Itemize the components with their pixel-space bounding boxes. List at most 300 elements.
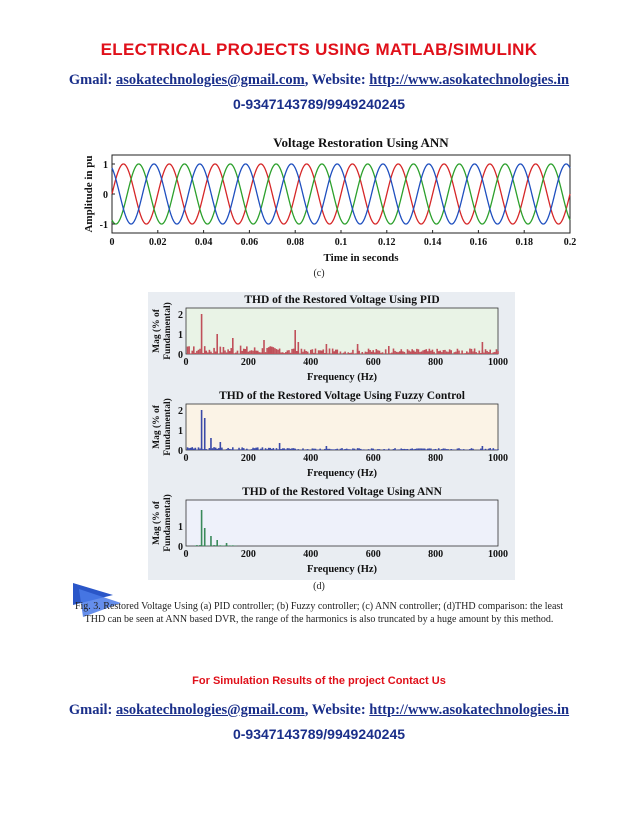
thd-x-tick-label: 600 xyxy=(365,549,381,560)
thd-bar xyxy=(341,448,343,450)
thd-bar xyxy=(485,449,487,450)
thd-bar xyxy=(285,449,287,450)
thd-bar xyxy=(480,449,482,450)
thd-y-tick-label: 1 xyxy=(178,426,183,437)
thd-bar xyxy=(472,449,474,450)
thd-x-tick-label: 1000 xyxy=(488,453,508,464)
thd-bar xyxy=(263,340,265,354)
chart-c-title: Voltage Restoration Using ANN xyxy=(273,135,449,150)
thd-bar xyxy=(204,418,206,450)
thd-y-tick-label: 0 xyxy=(178,446,183,457)
thd-bar xyxy=(218,448,220,450)
thd-bar xyxy=(482,342,484,354)
thd-bar xyxy=(313,449,315,450)
thd-bar xyxy=(232,338,234,354)
thd-bar xyxy=(402,351,404,354)
thd-bar xyxy=(280,449,282,450)
thd-bar xyxy=(257,447,259,450)
thd-bar xyxy=(221,448,223,450)
thd-bar xyxy=(496,449,498,450)
thd-bar xyxy=(227,349,229,354)
thd-y-tick-label: 1 xyxy=(178,522,183,533)
thd-bar xyxy=(260,449,262,450)
thd-bar xyxy=(213,545,215,546)
thd-bar xyxy=(488,352,490,354)
thd-bar xyxy=(349,449,351,450)
thd-bar xyxy=(232,447,234,450)
thd-bar xyxy=(229,545,231,546)
thd-bar xyxy=(351,449,353,450)
thd-bar xyxy=(283,353,285,354)
thd-bar xyxy=(248,449,250,450)
thd-bar xyxy=(394,351,396,354)
thd-bar xyxy=(193,346,195,354)
thd-bar xyxy=(243,349,245,354)
x-tick-label: 0.18 xyxy=(515,237,533,248)
thd-bar xyxy=(329,348,331,354)
header-phone: 0-9347143789/9949240245 xyxy=(232,96,406,112)
gmail-label: Gmail: xyxy=(68,72,117,88)
thd-bar xyxy=(376,349,378,354)
thd-bar xyxy=(454,352,456,354)
thd-bar xyxy=(458,351,460,354)
thd-bar xyxy=(266,449,268,450)
thd-bar xyxy=(327,353,329,354)
thd-x-tick-label: 400 xyxy=(303,357,319,368)
thd-bar xyxy=(444,350,446,354)
x-tick-label: 0.06 xyxy=(240,237,259,248)
thd-bar xyxy=(408,351,410,354)
thd-bar xyxy=(486,351,488,354)
thd-xlabel: Frequency (Hz) xyxy=(306,468,378,479)
thd-bar xyxy=(290,353,292,354)
thd-x-tick-label: 0 xyxy=(183,549,189,560)
thd-bar xyxy=(497,351,499,354)
footer-website-link[interactable]: http://www.asokatechnologies.in xyxy=(369,702,570,718)
x-tick-label: 0.12 xyxy=(378,237,396,248)
thd-bar xyxy=(457,449,459,450)
thd-bar xyxy=(439,351,441,354)
thd-bar xyxy=(363,449,365,450)
thd-bar xyxy=(415,352,417,354)
y-tick-label: -1 xyxy=(99,220,108,231)
thd-bar xyxy=(298,342,300,354)
thd-bar xyxy=(230,348,232,354)
thd-bar xyxy=(349,353,351,354)
thd-bar xyxy=(478,351,480,354)
thd-bar xyxy=(265,448,267,450)
thd-bar xyxy=(312,448,314,450)
thd-bar xyxy=(436,349,438,354)
thd-ylabel-line1: Mag (% of xyxy=(152,501,162,545)
footer-contact xyxy=(0,702,638,719)
thd-bar xyxy=(397,352,399,354)
thd-bar xyxy=(318,350,320,354)
thd-bar xyxy=(447,449,449,450)
thd-bar xyxy=(287,350,289,354)
thd-xlabel: Frequency (Hz) xyxy=(306,372,378,383)
thd-bar xyxy=(344,352,346,354)
thd-bar xyxy=(443,448,445,450)
thd-y-tick-label: 0 xyxy=(178,350,183,361)
figure-d-label: (d) xyxy=(313,581,325,592)
thd-bar xyxy=(365,352,367,354)
thd-bar xyxy=(259,352,261,354)
x-tick-label: 0.16 xyxy=(469,237,488,248)
thd-bar xyxy=(377,449,379,450)
thd-bar xyxy=(433,449,435,450)
thd-bar xyxy=(432,350,434,354)
thd-bar xyxy=(237,351,239,354)
thd-x-tick-label: 200 xyxy=(240,453,256,464)
thd-bar xyxy=(371,448,373,450)
thd-bar xyxy=(433,352,435,354)
thd-bar xyxy=(332,349,334,354)
thd-bar xyxy=(404,352,406,354)
thd-bar xyxy=(249,351,251,354)
thd-bar xyxy=(430,449,432,450)
thd-bar xyxy=(443,350,445,354)
thd-bar xyxy=(216,540,218,546)
thd-x-tick-label: 800 xyxy=(428,357,444,368)
thd-bar xyxy=(315,349,317,354)
thd-bar xyxy=(221,545,223,546)
thd-bar xyxy=(379,449,381,450)
thd-bar xyxy=(371,352,373,354)
thd-bar xyxy=(191,351,193,354)
thd-bar xyxy=(457,349,459,354)
thd-bar xyxy=(369,350,371,354)
thd-bar xyxy=(215,545,217,546)
voltage-restoration-chart xyxy=(82,133,582,268)
x-tick-label: 0 xyxy=(109,237,115,248)
thd-bar xyxy=(424,350,426,354)
thd-bar xyxy=(393,349,395,354)
thd-bar xyxy=(463,353,465,354)
thd-bar xyxy=(283,448,285,450)
thd-bar xyxy=(312,349,314,354)
thd-bar xyxy=(302,448,304,450)
thd-bar xyxy=(471,448,473,450)
thd-ylabel-line1: Mag (% of xyxy=(152,405,162,449)
thd-bar xyxy=(246,449,248,450)
thd-bar xyxy=(404,449,406,450)
footer-gmail-label: Gmail: xyxy=(68,702,117,718)
thd-bar xyxy=(287,448,289,450)
thd-bar xyxy=(271,347,273,354)
website-link[interactable]: http://www.asokatechnologies.in xyxy=(369,72,570,88)
thd-bar xyxy=(282,448,284,450)
thd-bar xyxy=(322,349,324,354)
thd-bar xyxy=(204,346,206,354)
thd-title: THD of the Restored Voltage Using PID xyxy=(244,294,440,306)
thd-bar xyxy=(195,448,197,450)
thd-bar xyxy=(276,448,278,450)
thd-bar xyxy=(280,352,282,354)
thd-bar xyxy=(269,346,271,354)
thd-bar xyxy=(243,448,245,450)
thd-bar xyxy=(255,351,257,354)
thd-bar xyxy=(393,449,395,450)
thd-bar xyxy=(241,351,243,354)
thd-bar xyxy=(400,349,402,354)
thd-bar xyxy=(188,346,190,354)
thd-bar xyxy=(296,351,298,354)
thd-bar xyxy=(221,352,223,354)
thd-bar xyxy=(411,349,413,354)
thd-bar xyxy=(333,351,335,354)
thd-x-tick-label: 600 xyxy=(365,453,381,464)
thd-bar xyxy=(324,449,326,450)
thd-bar xyxy=(276,349,278,354)
thd-bar xyxy=(315,449,317,450)
thd-bar xyxy=(326,344,328,354)
thd-x-tick-label: 0 xyxy=(183,453,189,464)
thd-x-tick-label: 400 xyxy=(303,549,319,560)
thd-bar xyxy=(190,448,192,450)
thd-bar xyxy=(210,352,212,354)
thd-bar xyxy=(269,448,271,450)
thd-bar xyxy=(468,353,470,354)
thd-bar xyxy=(279,349,281,354)
thd-bar xyxy=(407,449,409,450)
thd-bar xyxy=(304,349,306,354)
thd-bar xyxy=(455,352,457,354)
thd-bar xyxy=(450,350,452,354)
thd-bar xyxy=(332,449,334,450)
thd-bar xyxy=(410,351,412,354)
thd-bar xyxy=(399,449,401,450)
thd-bar xyxy=(213,447,215,450)
thd-bar xyxy=(388,449,390,450)
thd-bar xyxy=(220,442,222,450)
thd-bar xyxy=(489,350,491,354)
thd-bar xyxy=(307,449,309,450)
thd-bar xyxy=(388,346,390,354)
thd-bar xyxy=(282,352,284,354)
thd-bar xyxy=(235,353,237,354)
thd-bar xyxy=(466,351,468,354)
thd-bar xyxy=(355,353,357,354)
thd-bar xyxy=(446,351,448,354)
thd-bar xyxy=(335,350,337,354)
thd-bar xyxy=(226,449,228,450)
thd-bar xyxy=(452,449,454,450)
thd-bar xyxy=(337,449,339,450)
thd-bar xyxy=(293,349,295,354)
thd-bar xyxy=(419,448,421,450)
thd-bar xyxy=(397,449,399,450)
thd-bar xyxy=(352,350,354,354)
thd-bar xyxy=(368,349,370,354)
thd-bar xyxy=(449,349,451,354)
thd-bar xyxy=(413,449,415,450)
thd-bar xyxy=(273,448,275,450)
thd-ann-chart xyxy=(148,484,515,580)
thd-bar xyxy=(201,510,203,546)
thd-bar xyxy=(224,350,226,354)
thd-bar xyxy=(425,349,427,354)
thd-bar xyxy=(494,352,496,354)
thd-bar xyxy=(469,349,471,354)
thd-bar xyxy=(262,348,264,354)
thd-bar xyxy=(497,449,499,450)
thd-bar xyxy=(226,543,228,546)
thd-bar xyxy=(209,350,211,354)
thd-bar xyxy=(290,449,292,450)
thd-bar xyxy=(399,351,401,354)
thd-bar xyxy=(441,352,443,354)
thd-bar xyxy=(293,448,295,450)
thd-bar xyxy=(212,448,214,450)
thd-pid-chart xyxy=(148,292,515,388)
thd-bar xyxy=(441,449,443,450)
thd-bar xyxy=(358,351,360,354)
thd-bar xyxy=(385,349,387,354)
thd-bar xyxy=(458,448,460,450)
header-contact xyxy=(0,72,638,89)
thd-ylabel-line2: Fundamental) xyxy=(163,398,173,456)
thd-bar xyxy=(326,446,328,450)
thd-bar xyxy=(220,347,222,354)
thd-bar xyxy=(202,353,204,354)
thd-bar xyxy=(201,314,203,354)
thd-bar xyxy=(195,353,197,354)
thd-bar xyxy=(422,350,424,354)
thd-bar xyxy=(438,351,440,354)
thd-y-tick-label: 1 xyxy=(178,330,183,341)
thd-bar xyxy=(460,353,462,354)
thd-bar xyxy=(464,353,466,354)
thd-bar xyxy=(380,353,382,354)
thd-bar xyxy=(254,448,256,450)
thd-bar xyxy=(477,353,479,354)
thd-bar xyxy=(187,447,189,450)
thd-bar xyxy=(262,447,264,450)
thd-bar xyxy=(429,448,431,450)
thd-bar xyxy=(199,545,201,546)
thd-bar xyxy=(215,351,217,354)
gmail-link[interactable]: asokatechnologies@gmail.com xyxy=(116,72,305,88)
thd-bar xyxy=(237,449,239,450)
thd-bar xyxy=(301,349,303,354)
thd-bar xyxy=(198,350,200,354)
thd-title: THD of the Restored Voltage Using Fuzzy Control xyxy=(219,390,465,402)
thd-ylabel-line1: Mag (% of xyxy=(152,309,162,353)
thd-x-tick-label: 800 xyxy=(428,549,444,560)
footer-gmail-link[interactable]: asokatechnologies@gmail.com xyxy=(116,702,305,718)
thd-bar xyxy=(199,349,201,354)
thd-bar xyxy=(488,449,490,450)
thd-bar xyxy=(410,449,412,450)
thd-bar xyxy=(491,353,493,354)
thd-bar xyxy=(202,449,204,450)
thd-bar xyxy=(421,448,423,450)
website-label: , Website: xyxy=(304,72,370,88)
thd-x-tick-label: 200 xyxy=(240,357,256,368)
thd-bar xyxy=(463,449,465,450)
thd-bar xyxy=(400,448,402,450)
thd-bar xyxy=(394,448,396,450)
thd-bar xyxy=(493,352,495,354)
thd-bar xyxy=(374,352,376,354)
x-tick-label: 0.02 xyxy=(149,237,167,248)
thd-bar xyxy=(187,347,189,354)
thd-bar xyxy=(489,448,491,450)
thd-bar xyxy=(220,545,222,546)
thd-bar xyxy=(358,448,360,450)
thd-bar xyxy=(494,449,496,450)
thd-bar xyxy=(274,348,276,354)
thd-bar xyxy=(254,347,256,354)
thd-bar xyxy=(213,348,215,354)
thd-bar xyxy=(271,449,273,450)
thd-bar xyxy=(229,449,231,450)
thd-bar xyxy=(421,351,423,354)
thd-bar xyxy=(294,330,296,354)
thd-bar xyxy=(496,349,498,354)
thd-bar xyxy=(327,449,329,450)
thd-y-tick-label: 0 xyxy=(178,542,183,553)
thd-y-tick-label: 2 xyxy=(178,310,183,321)
thd-bar xyxy=(340,352,342,354)
thd-bar xyxy=(391,353,393,354)
thd-bar xyxy=(274,449,276,450)
thd-bar xyxy=(244,349,246,354)
thd-bar xyxy=(307,352,309,354)
thd-bar xyxy=(268,347,270,354)
x-tick-label: 0.14 xyxy=(423,237,442,248)
thd-bar xyxy=(493,448,495,450)
thd-x-tick-label: 800 xyxy=(428,453,444,464)
thd-bar xyxy=(340,449,342,450)
thd-bar xyxy=(450,449,452,450)
thd-bar xyxy=(205,351,207,354)
thd-bar xyxy=(191,447,193,450)
thd-bar xyxy=(475,352,477,354)
thd-bar xyxy=(357,448,359,450)
thd-x-tick-label: 200 xyxy=(240,549,256,560)
thd-bar xyxy=(260,352,262,354)
thd-bar xyxy=(416,349,418,354)
y-tick-label: 1 xyxy=(103,160,108,171)
thd-plot-area xyxy=(186,500,498,546)
thd-bar xyxy=(405,449,407,450)
thd-bar xyxy=(294,449,296,450)
thd-bar xyxy=(251,350,253,354)
thd-bar xyxy=(252,448,254,450)
thd-bar xyxy=(338,353,340,354)
thd-bar xyxy=(321,351,323,354)
thd-bar xyxy=(425,449,427,450)
thd-bar xyxy=(305,351,307,354)
footer-website-label: , Website: xyxy=(304,702,370,718)
thd-bar xyxy=(234,353,236,354)
thd-fuzzy-chart xyxy=(148,388,515,484)
thd-bar xyxy=(255,448,257,450)
thd-bar xyxy=(386,450,388,451)
thd-bar xyxy=(366,352,368,354)
thd-bar xyxy=(435,449,437,450)
thd-bar xyxy=(413,350,415,354)
thd-bar xyxy=(305,449,307,450)
thd-bar xyxy=(343,449,345,450)
thd-bar xyxy=(416,449,418,450)
thd-bar xyxy=(360,449,362,450)
thd-bar xyxy=(288,350,290,354)
thd-bar xyxy=(193,449,195,450)
thd-bar xyxy=(313,353,315,354)
